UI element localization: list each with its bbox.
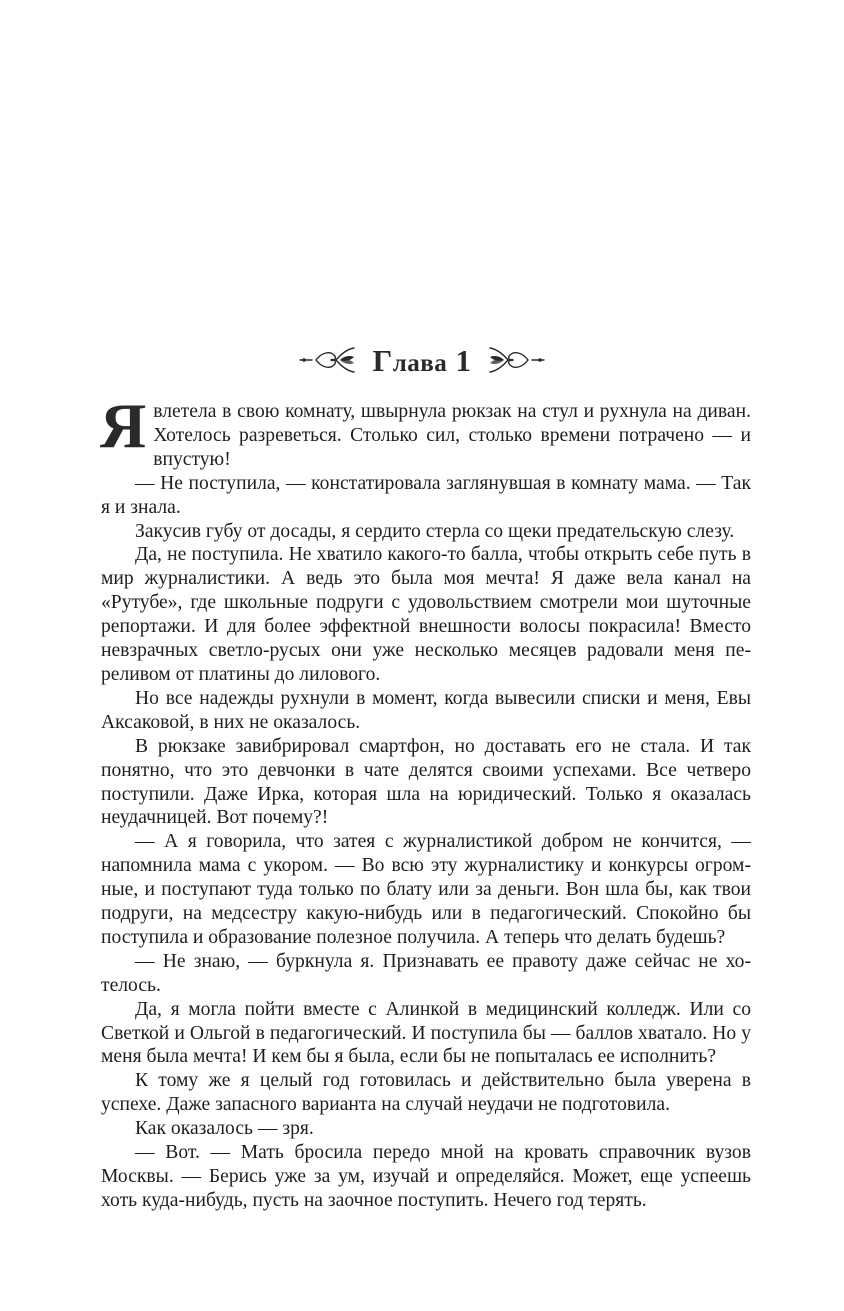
paragraph: К тому же я целый год готовилась и действительно была уверена в успехе. Даже запасного варианта на случай неудачи не подготовила. <box>101 1070 751 1116</box>
paragraph: Как оказалось — зря. <box>135 1118 314 1140</box>
paragraph: — Не поступила, — констатировала заглянувшая в комнату мама. — Так я и знала. <box>101 472 751 518</box>
chapter-body <box>100 390 751 1213</box>
ornament-right-icon <box>486 343 548 377</box>
paragraph-text: влетела в свою комнату, швырнула рюкзак на стул и рухнула на диван. Хотелось разреветься. Столько сил, столько времени потрачено — и впустую! <box>153 401 751 470</box>
chapter-number: 1 <box>455 342 472 378</box>
ornament-left-icon <box>296 343 358 377</box>
chapter-heading <box>0 336 844 384</box>
paragraph: Да, я могла пойти вместе с Алинкой в медицинский колледж. Или со Светкой и Ольгой в педагогический. И поступила бы — баллов хватало. Но у меня была мечта! И кем бы я была, если бы не попыталась ее исполнить? <box>101 998 751 1068</box>
drop-cap: Я <box>100 390 147 461</box>
paragraph <box>100 390 751 472</box>
paragraph: — Не знаю, — буркнула я. Признавать ее правоту даже сейчас не хотелось. <box>101 950 751 996</box>
paragraph: — Вот. — Мать бросила передо мной на кровать справочник вузов Москвы. — Берись уже за ум, изучай и определяйся. Может, еще успеешь хоть куда-нибудь, пусть на заочное поступить. Нечего год терять. <box>101 1142 751 1211</box>
chapter-title-initial: Г <box>372 342 393 378</box>
paragraph: Да, не поступила. Не хватило какого-то балла, чтобы открыть себе путь в мир журналистики. А ведь это была моя мечта! Я даже вела канал на «Рутубе», где школьные подруги с удовольствием смотрели мои шуточные репортажи. И для более эффектной внешности волосы покрасила! Вместо невзрачных светло-русых они уже несколько месяцев радовали меня переливом от платины до лилового. <box>101 544 751 685</box>
paragraph: — А я говорила, что затея с журналистикой добром не кончится, — напомнила мама с укором. — Во всю эту журналистику и конкурсы огромные, и поступают туда только по блату или за деньги. Вон шла бы, как твои подруги, на медсестру какую-нибудь или в педагогический. Спокойно бы поступила и образование полезное получила. А теперь что делать будешь? <box>101 831 751 948</box>
paragraph: Но все надежды рухнули в момент, когда вывесили списки и меня, Евы Аксаковой, в них не оказалось. <box>101 687 751 733</box>
chapter-title <box>372 342 472 378</box>
chapter-title-rest: лава <box>392 349 448 377</box>
paragraph: Закусив губу от досады, я сердито стерла со щеки предательскую слезу. <box>135 520 735 542</box>
paragraph: В рюкзаке завибрировал смартфон, но доставать его не стала. И так понятно, что это девчонки в чате делятся своими успехами. Все четверо поступили. Даже Ирка, которая шла на юридический. Только я оказалась неудачницей. Вот почему?! <box>101 735 751 829</box>
